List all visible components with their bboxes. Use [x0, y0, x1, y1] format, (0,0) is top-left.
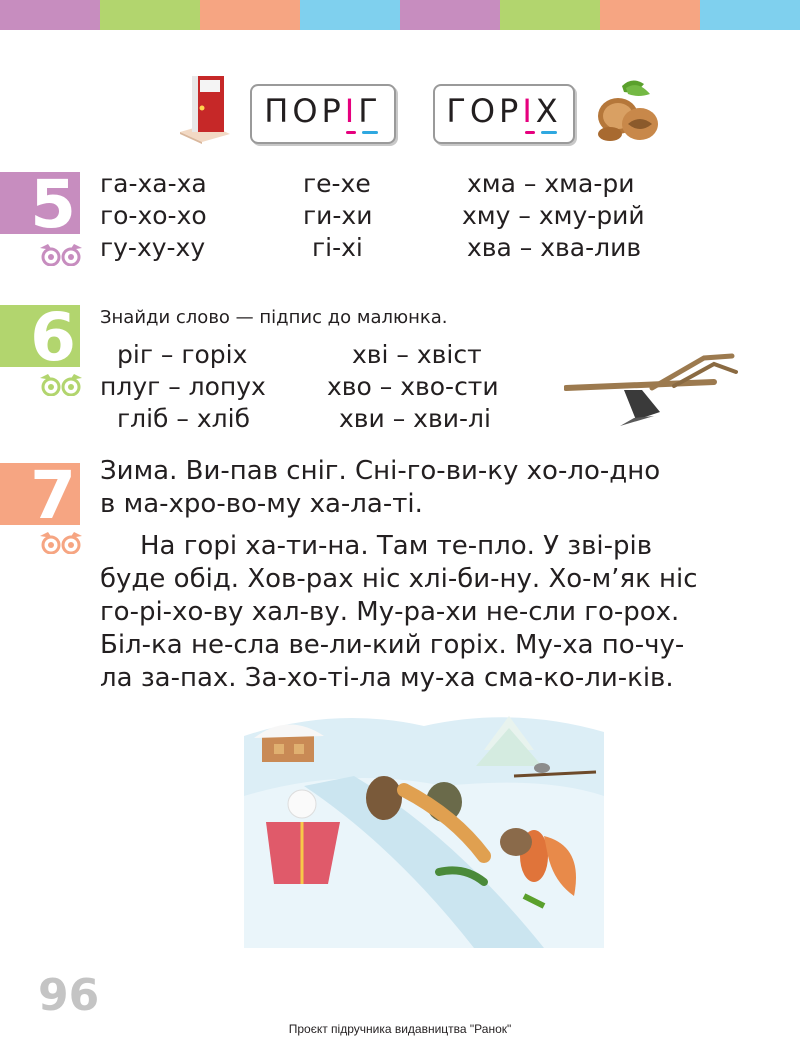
- text-line: в ма-хро-во-му ха-ла-ті.: [100, 489, 423, 519]
- syllable: ге-хе: [303, 169, 371, 198]
- syllable: гі-хі: [312, 233, 363, 262]
- syllable: га-ха-ха: [100, 169, 207, 198]
- color-stripe: [0, 0, 100, 30]
- color-stripe: [100, 0, 200, 30]
- text-line: Зима. Ви-пав сніг. Сні-го-ви-ку хо-ло-дно: [100, 456, 661, 486]
- winter-animals-illustration: [244, 706, 604, 948]
- footer-credit: Проєкт підручника видавництва "Ранок": [288, 1022, 512, 1036]
- owl-eyes-icon: [38, 532, 84, 554]
- color-stripe: [300, 0, 400, 30]
- word-part: Х: [535, 92, 562, 130]
- owl-eyes-icon: [38, 244, 84, 266]
- exercise-number-6: 6: [0, 305, 80, 367]
- word-card-gorikh: [433, 84, 575, 144]
- highlight-letter: І: [522, 92, 536, 130]
- exercise-number-5: 5: [0, 172, 80, 234]
- color-stripe: [200, 0, 300, 30]
- vowel-mark: [525, 131, 535, 134]
- instruction: Знайди слово — підпис до малюнка.: [100, 307, 448, 328]
- highlight-letter: І: [344, 92, 359, 130]
- text-line: буде обід. Хов-рах ніс хлі-би-ну. Хо-м’як ніс: [100, 564, 698, 594]
- text-line: го-рі-хо-ву хал-ву. Му-ра-хи не-сли го-рох.: [100, 597, 680, 627]
- word-part: ПОР: [264, 92, 345, 130]
- syllable: хва – хва-лив: [467, 233, 642, 262]
- text-line: ла за-пах. За-хо-ті-ла му-ха сма-ко-ли-ків.: [100, 663, 674, 693]
- word-card-porig: [250, 84, 396, 144]
- word-part: Г: [358, 92, 382, 130]
- syllable: гу-ху-ху: [100, 233, 206, 262]
- word-pair: ріг – горіх: [117, 340, 248, 369]
- syllable: хма – хма-ри: [467, 169, 635, 198]
- page-number: 96: [38, 970, 100, 1021]
- owl-eyes-icon: [38, 374, 84, 396]
- walnut-icon: [592, 76, 662, 146]
- syllable: го-хо-хо: [100, 201, 207, 230]
- word-pair: хви – хви-лі: [339, 404, 491, 433]
- word-pair: хві – хвіст: [352, 340, 482, 369]
- word-pair: плуг – лопух: [100, 372, 266, 401]
- syllable: хму – хму-рий: [462, 201, 645, 230]
- consonant-mark: [541, 131, 557, 134]
- text-line: Біл-ка не-сла ве-ли-кий горіх. Му-ха по-чу-: [100, 630, 685, 660]
- word-pair: гліб – хліб: [117, 404, 251, 433]
- color-stripe: [500, 0, 600, 30]
- word-pair: хво – хво-сти: [327, 372, 499, 401]
- exercise-number-7: 7: [0, 463, 80, 525]
- color-stripe: [600, 0, 700, 30]
- color-stripe: [400, 0, 500, 30]
- plough-icon: [564, 350, 738, 430]
- syllable: ги-хи: [303, 201, 373, 230]
- text-line: На горі ха-ти-на. Там те-пло. У зві-рів: [140, 531, 653, 561]
- vowel-mark: [346, 131, 356, 134]
- door-icon: [178, 72, 232, 144]
- consonant-mark: [362, 131, 378, 134]
- word-part: ГОР: [446, 92, 523, 130]
- color-stripe: [700, 0, 800, 30]
